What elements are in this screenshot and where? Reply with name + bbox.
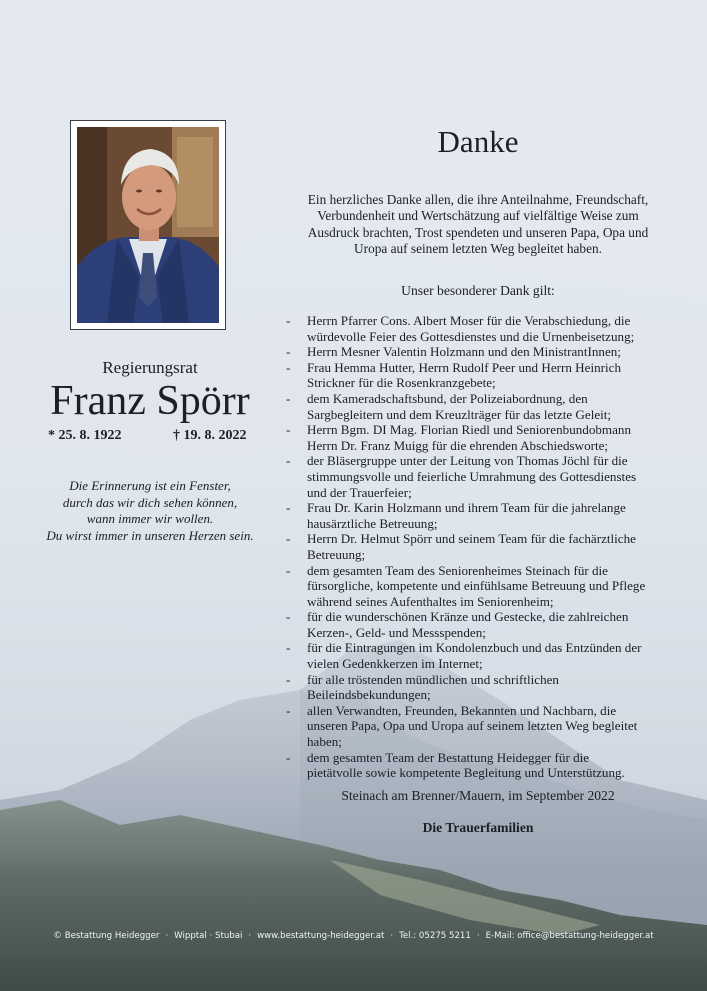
list-item-line: stimmungsvolle und feierliche Umrahmung des Gottesdienstes: [307, 468, 637, 484]
list-item-line: unseren Papa, Opa und Uropa auf seinem letzten Weg begleitet: [307, 718, 638, 734]
list-dash-icon: -: [286, 671, 291, 687]
list-item: [286, 500, 681, 531]
list-item-line: für alle tröstenden mündlichen und schriftlichen: [307, 671, 559, 687]
quote-line: Du wirst immer in unseren Herzen sein.: [46, 527, 254, 543]
intro-line: Ein herzliches Danke allen, die ihre Anteilnahme, Freundschaft,: [307, 192, 649, 207]
footer-separator: ·: [248, 931, 252, 941]
intro-line: Verbundenheit und Wertschätzung auf vielfältige Weise zum: [317, 208, 639, 224]
list-item: [286, 609, 681, 640]
list-item-line: Herrn Bgm. DI Mag. Florian Riedl und Seniorenbundobmann: [307, 422, 632, 438]
list-item: [286, 360, 681, 391]
signature: Die Trauerfamilien: [422, 820, 534, 835]
list-dash-icon: -: [286, 531, 291, 547]
list-item-line: dem gesamten Team des Seniorenheimes Steinach für die: [307, 562, 608, 578]
quote-line: Die Erinnerung ist ein Fenster,: [69, 478, 231, 493]
list-dash-icon: -: [286, 562, 291, 578]
list-dash-icon: -: [286, 500, 291, 516]
death-date-value: 19. 8. 2022: [183, 428, 247, 443]
list-item-line: Strickner für die Rosenkranzgebete;: [307, 375, 496, 391]
place-and-date: Steinach am Brenner/Mauern, im September 2022: [341, 788, 615, 803]
list-item: [286, 313, 681, 344]
memorial-quote: [30, 478, 270, 544]
list-dash-icon: -: [286, 390, 291, 406]
intro-line: Ausdruck brachten, Trost spendeten und unseren Papa, Opa und: [307, 224, 649, 240]
list-item: [286, 531, 681, 562]
list-item-line: vielen Gedenkkerzen im Internet;: [307, 656, 483, 672]
list-item-line: und der Trauerfeier;: [307, 484, 412, 500]
footer-item: E-Mail: office@bestattung-heidegger.at: [485, 931, 654, 941]
footer-separator: ·: [476, 931, 480, 941]
list-item: [286, 703, 681, 750]
footer-item: www.bestattung-heidegger.at: [257, 931, 385, 941]
footer-separator: ·: [165, 931, 169, 941]
list-dash-icon: -: [286, 609, 291, 625]
list-item-line: der Bläsergruppe unter der Leitung von Thomas Jöchl für die: [307, 453, 628, 469]
special-thanks-label: Unser besonderer Dank gilt:: [401, 283, 555, 298]
list-item-line: fürsorgliche, kompetente und einfühlsame Betreuung und Pflege: [307, 578, 646, 594]
list-item: [286, 750, 681, 781]
list-item-line: Herrn Dr. Helmut Spörr und seinem Team für die fachärztliche: [307, 531, 636, 547]
list-item-line: pietätvolle sowie kompetente Begleitung und Unterstützung.: [307, 765, 625, 781]
list-dash-icon: -: [286, 422, 291, 438]
list-item-line: für die Eintragungen im Kondolenzbuch und das Entzünden der: [307, 640, 642, 656]
list-dash-icon: -: [286, 749, 291, 765]
list-item: [286, 453, 681, 500]
list-dash-icon: -: [286, 640, 291, 656]
list-item: [286, 422, 681, 453]
page-title: Danke: [437, 124, 519, 159]
birth-date-value: 25. 8. 1922: [58, 428, 122, 443]
intro-paragraph: [282, 192, 674, 258]
list-item-line: Beileindsbekundungen;: [307, 687, 431, 703]
deceased-name: Franz Spörr: [50, 378, 250, 424]
intro-line: Uropa auf seinem letzten Weg begleitet haben.: [354, 241, 602, 257]
birth-star-icon: *: [48, 428, 55, 443]
list-item-line: hausärztliche Betreuung;: [307, 515, 438, 531]
honorary-title: Regierungsrat: [102, 358, 198, 377]
list-item-line: Sargbegleitern und dem Kreuzlträger für das letzte Geleit;: [307, 406, 612, 422]
list-dash-icon: -: [286, 359, 291, 375]
list-dash-icon: -: [286, 453, 291, 469]
thanks-list: [286, 313, 681, 781]
list-item: [286, 344, 681, 360]
list-dash-icon: -: [286, 313, 291, 328]
footer: [0, 931, 707, 941]
list-item-line: während seines Aufenthaltes im Seniorenheim;: [307, 593, 554, 609]
quote-line: durch das wir dich sehen können,: [62, 494, 238, 510]
list-item: [286, 672, 681, 703]
death-cross-icon: †: [173, 428, 180, 443]
list-item-line: Frau Dr. Karin Holzmann und ihrem Team für die jahrelange: [307, 500, 626, 516]
list-item-line: für die wunderschönen Kränze und Gestecke, die zahlreichen: [307, 609, 629, 625]
portrait-photo: [77, 127, 219, 323]
list-item: [286, 391, 681, 422]
list-item-line: Betreuung;: [307, 546, 366, 562]
list-item: [286, 563, 681, 610]
list-item-line: haben;: [307, 734, 342, 750]
footer-separator: ·: [390, 931, 394, 941]
footer-item: Tel.: 05275 5211: [399, 931, 471, 941]
list-dash-icon: -: [286, 344, 291, 360]
list-item-line: Kerzen-, Geld- und Messspenden;: [307, 624, 486, 640]
birth-date: [48, 428, 122, 444]
quote-line: wann immer wir wollen.: [86, 511, 214, 526]
death-date: [173, 428, 247, 444]
list-item-line: Herrn Mesner Valentin Holzmann und den MinistrantInnen;: [307, 344, 621, 360]
list-dash-icon: -: [286, 702, 291, 718]
list-item-line: Frau Hemma Hutter, Herrn Rudolf Peer und Herrn Heinrich: [307, 359, 621, 375]
footer-item: Wipptal · Stubai: [174, 931, 243, 941]
list-item-line: dem Kameradschaftsbund, der Polizeiabordnung, den: [307, 390, 588, 406]
list-item-line: Herrn Dr. Franz Muigg für die ehrenden Abschiedsworte;: [307, 437, 609, 453]
list-item: [286, 640, 681, 671]
portrait-frame: [70, 120, 226, 330]
list-item-line: Herrn Pfarrer Cons. Albert Moser für die Verabschiedung, die: [307, 313, 631, 328]
list-item-line: allen Verwandten, Freunden, Bekannten und Nachbarn, die: [307, 702, 617, 718]
footer-item: © Bestattung Heidegger: [53, 931, 160, 941]
list-item-line: dem gesamten Team der Bestattung Heidegger für die: [307, 749, 590, 765]
list-item-line: würdevolle Feier des Gottesdienstes und die Urnenbeisetzung;: [307, 328, 635, 344]
